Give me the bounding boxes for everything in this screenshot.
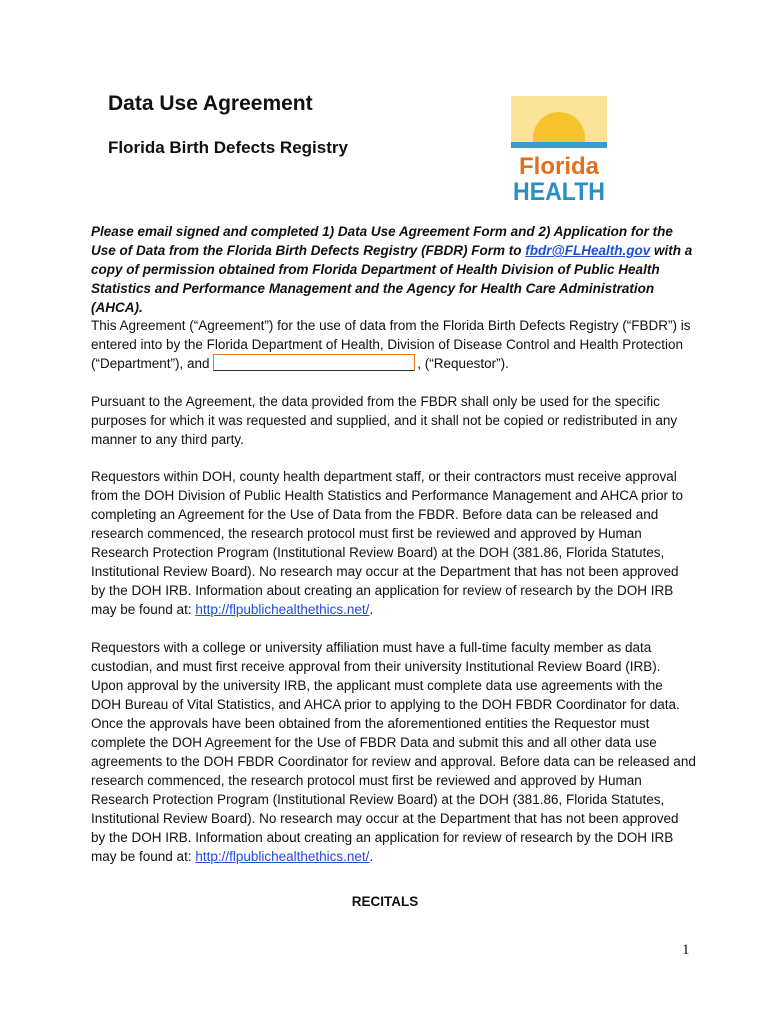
page-subtitle: Florida Birth Defects Registry	[108, 138, 348, 157]
logo-word-florida: Florida	[518, 153, 600, 180]
doh-requestors-end: .	[369, 602, 374, 617]
fbdr-email-link[interactable]: fbdr@FLHealth.gov	[525, 243, 651, 258]
instructions-text-start: Please email signed and completed 1) Data Use Agreement Form and 2) Application for the Use of Data from the Florida Birth Defects Registry (FBDR) Form to	[91, 224, 673, 258]
university-requestors-end: .	[369, 849, 374, 864]
page-number: 1	[682, 942, 690, 958]
university-requestors-text: Requestors with a college or university affiliation must have a full-time faculty member as data custodian, and must first receive approval from their university Institutional Review Board (IRB). Upon approval by the university IRB, the applicant must complete data use agreements with the DOH Bureau of Vital Statistics, and AHCA prior to applying to the DOH FBDR Coordinator for data. Once the approvals have been obtained from the aforementioned entities the Requestor must complete the DOH Agreement for the Use of FBDR Data and submit this and all other data use agreements to the DOH FBDR Coordinator for review and approval. Before data can be released and research commenced, the research protocol must first be reviewed and approved by Human Research Protection Program (Institutional Review Board) at the DOH (381.86, Florida Statutes, Institutional Review Board). No research may occur at the Department that has not been approved by the DOH IRB. Information about creating an application for review of research by the DOH IRB may be found at:	[91, 640, 696, 864]
instructions-text-end: with a copy of permission obtained from Florida Department of Health Division of Public Health Statistics and Performance Management and the Agency for Health Care Administration (AHCA).	[91, 243, 693, 315]
agreement-text-end: , (“Requestor”).	[417, 356, 509, 371]
university-requestors-paragraph	[91, 638, 696, 866]
instructions-paragraph	[91, 222, 696, 317]
irb-link-doh[interactable]: http://flpublichealthethics.net/	[195, 602, 370, 617]
doh-requestors-text: Requestors within DOH, county health department staff, or their contractors must receive approval from the DOH Division of Public Health Statistics and Performance Management and AHCA prior to completing an Agreement for the Use of Data from the FBDR. Before data can be released and research commenced, the research protocol must first be reviewed and approved by Human Research Protection Program (Institutional Review Board) at the DOH (381.86, Florida Statutes, Institutional Review Board). No research may occur at the Department that has not been approved by the DOH IRB. Information about creating an application for review of research by the DOH IRB may be found at:	[91, 469, 684, 617]
page-title: Data Use Agreement	[108, 92, 313, 115]
recitals-heading: RECITALS	[351, 894, 419, 909]
florida-health-logo	[511, 96, 607, 206]
irb-link-university[interactable]: http://flpublichealthethics.net/	[195, 849, 370, 864]
doh-requestors-paragraph	[91, 467, 696, 619]
pursuant-paragraph: Pursuant to the Agreement, the data provided from the FBDR shall only be used for the specific purposes for which it was requested and supplied, and it shall not be copied or redistributed in any manner to any third party.	[91, 394, 678, 447]
requestor-name-field[interactable]	[213, 354, 415, 371]
agreement-paragraph	[91, 316, 696, 373]
logo-word-health: HEALTH	[513, 178, 605, 206]
agreement-text-start: This Agreement (“Agreement”) for the use of data from the Florida Birth Defects Registry (“FBDR”) is entered into by the Florida Department of Health, Division of Disease Control and Health Protection (“Department”), and	[91, 318, 691, 371]
